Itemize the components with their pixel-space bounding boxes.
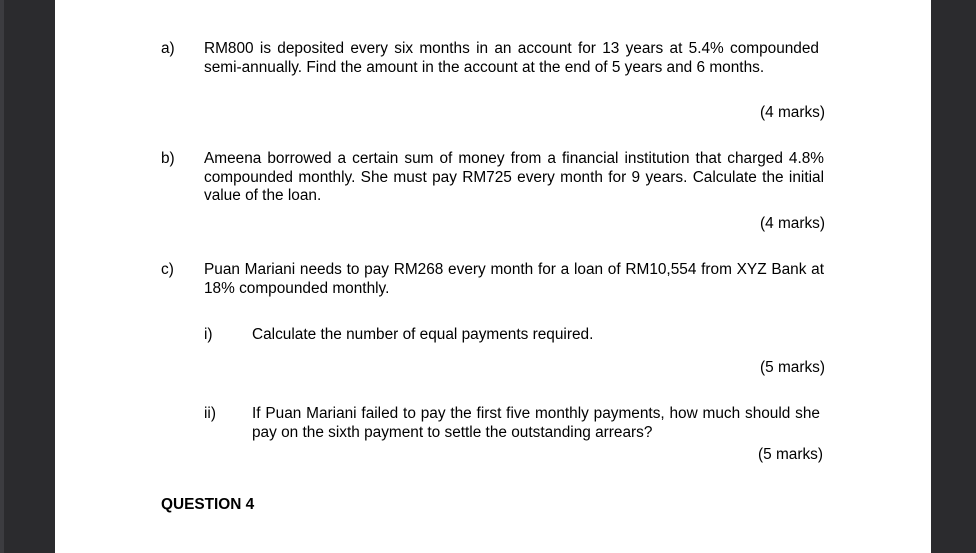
part-i-text: Calculate the number of equal payments required.: [252, 326, 594, 343]
question-c-label: c): [161, 261, 174, 278]
question-a-text: RM800 is deposited every six months in an account for 13 years at 5.4% compounded semi-annually. Find the amount in the account at the end of 5 years and 6 months.: [204, 40, 819, 76]
question-b-marks: (4 marks): [760, 215, 825, 232]
question-a-label: a): [161, 40, 175, 57]
question-c-text: Puan Mariani needs to pay RM268 every month for a loan of RM10,554 from XYZ Bank at 18% compounded monthly.: [204, 261, 824, 297]
section-heading: QUESTION 4: [161, 496, 255, 513]
document-page: [55, 0, 931, 553]
question-b-label: b): [161, 150, 175, 167]
part-i-label: i): [204, 326, 213, 343]
question-b-text: Ameena borrowed a certain sum of money from a financial institution that charged 4.8% compounded monthly. She must pay RM725 every month for 9 years. Calculate the initial value of the loan.: [204, 150, 824, 204]
question-a-marks: (4 marks): [760, 104, 825, 121]
viewer-edge: [0, 0, 4, 553]
part-i-marks: (5 marks): [760, 359, 825, 376]
part-ii-text: If Puan Mariani failed to pay the first five monthly payments, how much should she pay on the sixth payment to settle the outstanding arrears?: [252, 405, 820, 441]
part-ii-marks: (5 marks): [758, 446, 823, 463]
part-ii-label: ii): [204, 405, 216, 422]
